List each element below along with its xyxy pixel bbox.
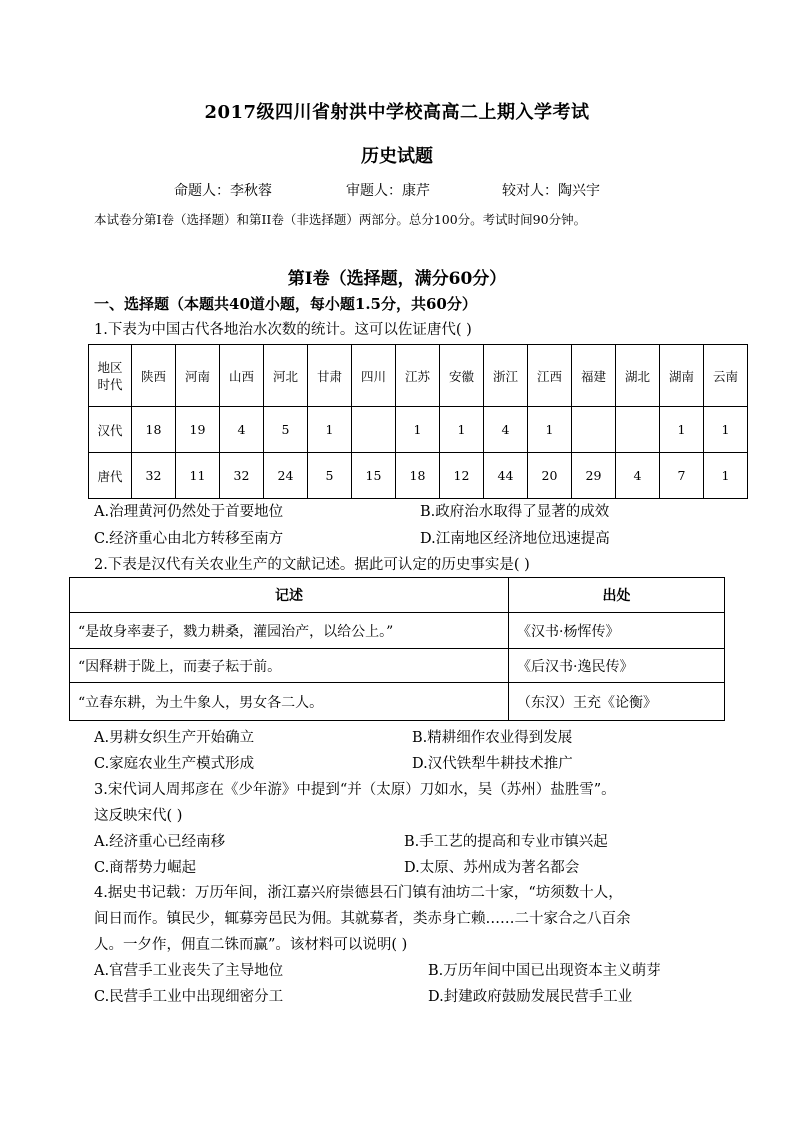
table-cell: 32	[132, 453, 176, 499]
q4-stem-line3: 人。一夕作，佣直二铢而赢”。该材料可以说明( )	[94, 937, 408, 953]
table-cell: 4	[616, 453, 660, 499]
q3-stem-line2: 这反映宋代( )	[94, 808, 183, 824]
table-cell: 1	[704, 407, 748, 453]
exam-subtitle: 历史试题	[361, 146, 433, 167]
table-row	[89, 453, 748, 499]
part1-title: 第Ⅰ卷（选择题，满分60分）	[287, 269, 507, 289]
region-cell: 云南	[704, 345, 748, 407]
region-cell: 安徽	[440, 345, 484, 407]
table-cell	[616, 407, 660, 453]
q3-option-b: B.手工艺的提高和专业市镇兴起	[404, 834, 608, 850]
table-cell: 1	[528, 407, 572, 453]
q4-option-d: D.封建政府鼓励发展民营手工业	[428, 989, 633, 1005]
source-cell: （东汉）王充《论衡》	[509, 683, 725, 721]
table-cell: 19	[176, 407, 220, 453]
q2-option-a: A.男耕女织生产开始确立	[94, 730, 255, 746]
table-row	[70, 649, 725, 683]
exam-title: 2017级四川省射洪中学校高高二上期入学考试	[204, 102, 590, 123]
region-cell: 福建	[572, 345, 616, 407]
table-header-row	[70, 578, 725, 613]
q4-option-b: B.万历年间中国已出现资本主义萌芽	[428, 963, 661, 979]
q1-option-d: D.江南地区经济地位迅速提高	[420, 531, 610, 547]
region-cell: 江苏	[396, 345, 440, 407]
q1-option-c: C.经济重心由北方转移至南方	[94, 531, 284, 547]
region-cell: 山西	[220, 345, 264, 407]
row-label: 唐代	[89, 453, 132, 499]
table-cell: 1	[704, 453, 748, 499]
table-cell: 15	[352, 453, 396, 499]
q4-option-a: A.官营手工业丧失了主导地位	[94, 963, 284, 979]
q3-option-d: D.太原、苏州成为著名都会	[404, 860, 580, 876]
section-title: 一、选择题（本题共40道小题，每小题1.5分，共60分）	[94, 295, 477, 313]
table-row	[70, 613, 725, 649]
record-cell: “因释耕于陇上，而妻子耘于前。	[70, 649, 509, 683]
table-cell: 29	[572, 453, 616, 499]
table-cell	[572, 407, 616, 453]
table-cell: 5	[264, 407, 308, 453]
table-cell	[352, 407, 396, 453]
table-cell: 7	[660, 453, 704, 499]
table-cell: 20	[528, 453, 572, 499]
corner-top: 地区	[97, 359, 123, 375]
table-row	[89, 407, 748, 453]
table-cell: 5	[308, 453, 352, 499]
table-cell: 44	[484, 453, 528, 499]
q1-table	[88, 344, 748, 499]
region-cell: 陕西	[132, 345, 176, 407]
region-cell: 河南	[176, 345, 220, 407]
q2-stem: 2.下表是汉代有关农业生产的文献记述。据此可认定的历史事实是( )	[94, 557, 530, 573]
record-cell: “是故身率妻子，戮力耕桑，灌园治产，以给公上。”	[70, 613, 509, 649]
corner-bottom: 时代	[97, 376, 123, 392]
region-cell: 湖南	[660, 345, 704, 407]
header-source: 出处	[509, 578, 725, 613]
table-cell: 12	[440, 453, 484, 499]
table-cell: 1	[396, 407, 440, 453]
region-cell: 江西	[528, 345, 572, 407]
q2-table	[69, 577, 725, 721]
q1-option-a: A.治理黄河仍然处于首要地位	[94, 504, 284, 520]
q4-stem-line1: 4.据史书记载：万历年间，浙江嘉兴府崇德县石门镇有油坊二十家，“坊须数十人，	[94, 885, 623, 901]
author-proofreader: 较对人：陶兴宇	[502, 183, 600, 199]
q1-stem: 1.下表为中国古代各地治水次数的统计。这可以佐证唐代( )	[94, 322, 472, 338]
region-cell: 浙江	[484, 345, 528, 407]
q4-option-c: C.民营手工业中出现细密分工	[94, 989, 284, 1005]
author-reviewer: 审题人：康芹	[346, 183, 430, 199]
author-setter: 命题人：李秋蓉	[174, 183, 272, 199]
q3-option-c: C.商帮势力崛起	[94, 860, 197, 876]
table-cell: 24	[264, 453, 308, 499]
row-label: 汉代	[89, 407, 132, 453]
header-record: 记述	[70, 578, 509, 613]
source-cell: 《后汉书·逸民传》	[509, 649, 725, 683]
q3-option-a: A.经济重心已经南移	[94, 834, 226, 850]
exam-intro: 本试卷分第Ⅰ卷（选择题）和第ⅠI卷（非选择题）两部分。总分100分。考试时间90分钟。	[94, 212, 587, 227]
q2-option-b: B.精耕细作农业得到发展	[412, 730, 573, 746]
table-cell: 1	[440, 407, 484, 453]
q2-option-c: C.家庭农业生产模式形成	[94, 756, 255, 772]
table-row	[70, 683, 725, 721]
table-cell: 18	[396, 453, 440, 499]
region-cell: 湖北	[616, 345, 660, 407]
table-header-row	[89, 345, 748, 407]
q4-stem-line2: 间日而作。镇民少，辄募旁邑民为佣。其就募者，类赤身亡赖……二十家合之八百余	[94, 911, 631, 927]
q3-stem-line1: 3.宋代词人周邦彦在《少年游》中提到“并（太原）刀如水，吴（苏州）盐胜雪”。	[94, 782, 616, 798]
corner-cell	[89, 345, 132, 407]
table-cell: 4	[220, 407, 264, 453]
table-cell: 1	[660, 407, 704, 453]
region-cell: 河北	[264, 345, 308, 407]
q1-option-b: B.政府治水取得了显著的成效	[420, 504, 610, 520]
region-cell: 四川	[352, 345, 396, 407]
table-cell: 1	[308, 407, 352, 453]
source-cell: 《汉书·杨恽传》	[509, 613, 725, 649]
record-cell: “立春东耕，为土牛象人，男女各二人。	[70, 683, 509, 721]
table-cell: 4	[484, 407, 528, 453]
table-cell: 18	[132, 407, 176, 453]
q2-option-d: D.汉代铁犁牛耕技术推广	[412, 756, 573, 772]
region-cell: 甘肃	[308, 345, 352, 407]
table-cell: 11	[176, 453, 220, 499]
table-cell: 32	[220, 453, 264, 499]
